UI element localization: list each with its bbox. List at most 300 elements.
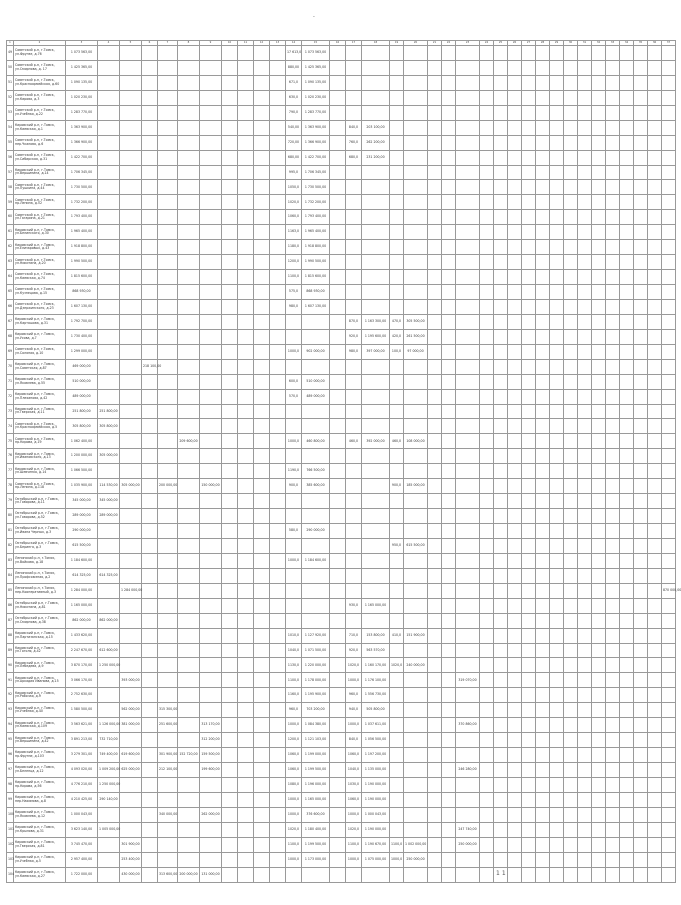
value-cell: 1 190 000,00 bbox=[362, 792, 390, 807]
value-cell bbox=[662, 748, 676, 763]
value-cell bbox=[200, 270, 222, 285]
value-cell: 880,00 bbox=[286, 60, 302, 75]
value-cell bbox=[200, 165, 222, 180]
value-cell bbox=[98, 524, 120, 539]
value-cell bbox=[158, 464, 178, 479]
value-cell bbox=[254, 225, 270, 240]
value-cell bbox=[222, 703, 238, 718]
row-number: 79 bbox=[7, 494, 14, 509]
value-cell bbox=[200, 494, 222, 509]
value-cell bbox=[578, 329, 592, 344]
value-cell bbox=[330, 837, 346, 852]
value-cell bbox=[428, 434, 442, 449]
value-cell bbox=[346, 270, 362, 285]
table-row bbox=[7, 822, 676, 837]
value-cell bbox=[428, 180, 442, 195]
value-cell bbox=[578, 538, 592, 553]
value-cell bbox=[142, 852, 158, 867]
value-cell bbox=[178, 90, 200, 105]
value-cell bbox=[550, 120, 564, 135]
value-cell bbox=[620, 509, 634, 524]
value-cell bbox=[662, 837, 676, 852]
value-cell: 1 433 620,00 bbox=[66, 628, 98, 643]
value-cell bbox=[238, 240, 254, 255]
value-cell bbox=[456, 329, 480, 344]
value-cell: 1000,0 bbox=[286, 344, 302, 359]
value-cell bbox=[578, 748, 592, 763]
value-cell bbox=[550, 329, 564, 344]
value-cell bbox=[254, 120, 270, 135]
value-cell bbox=[302, 568, 330, 583]
value-cell bbox=[508, 255, 522, 270]
value-cell: 1000,0 bbox=[346, 807, 362, 822]
value-cell bbox=[494, 329, 508, 344]
value-cell bbox=[120, 165, 142, 180]
value-cell bbox=[578, 763, 592, 778]
value-cell bbox=[428, 777, 442, 792]
value-cell bbox=[346, 479, 362, 494]
value-cell bbox=[222, 180, 238, 195]
value-cell bbox=[578, 822, 592, 837]
value-cell bbox=[302, 329, 330, 344]
table-row bbox=[7, 538, 676, 553]
table-row bbox=[7, 479, 676, 494]
value-cell bbox=[120, 299, 142, 314]
value-cell bbox=[550, 673, 564, 688]
value-cell bbox=[442, 718, 456, 733]
value-cell bbox=[592, 568, 606, 583]
value-cell bbox=[508, 733, 522, 748]
value-cell bbox=[620, 583, 634, 598]
value-cell bbox=[662, 329, 676, 344]
value-cell bbox=[634, 583, 648, 598]
value-cell bbox=[564, 583, 578, 598]
value-cell bbox=[238, 598, 254, 613]
value-cell bbox=[346, 538, 362, 553]
value-cell: 1 160 170,00 bbox=[362, 658, 390, 673]
value-cell: 345 000,00 bbox=[66, 494, 98, 509]
value-cell: 868 930,00 bbox=[66, 285, 98, 300]
value-cell bbox=[456, 75, 480, 90]
value-cell bbox=[200, 329, 222, 344]
row-number: 60 bbox=[7, 210, 14, 225]
row-number: 67 bbox=[7, 314, 14, 329]
value-cell bbox=[648, 867, 662, 882]
value-cell bbox=[564, 688, 578, 703]
value-cell bbox=[362, 60, 390, 75]
value-cell bbox=[428, 389, 442, 404]
value-cell bbox=[346, 524, 362, 539]
value-cell bbox=[404, 568, 428, 583]
column-number: 24 bbox=[480, 41, 494, 46]
value-cell bbox=[330, 763, 346, 778]
value-cell bbox=[550, 285, 564, 300]
value-cell bbox=[606, 374, 620, 389]
value-cell bbox=[238, 822, 254, 837]
value-cell bbox=[550, 75, 564, 90]
value-cell bbox=[536, 494, 550, 509]
value-cell bbox=[120, 553, 142, 568]
value-cell bbox=[494, 434, 508, 449]
value-cell bbox=[404, 598, 428, 613]
value-cell bbox=[550, 210, 564, 225]
value-cell bbox=[346, 613, 362, 628]
value-cell: 1 730 500,00 bbox=[66, 180, 98, 195]
row-number: 82 bbox=[7, 538, 14, 553]
value-cell bbox=[564, 538, 578, 553]
value-cell: 1 363 900,00 bbox=[66, 120, 98, 135]
value-cell bbox=[578, 105, 592, 120]
address-cell: Октябрьский р-н, г.Томск, ул.Ивана Черных, д.3 bbox=[14, 524, 66, 539]
value-cell bbox=[648, 434, 662, 449]
value-cell bbox=[254, 867, 270, 882]
value-cell bbox=[390, 524, 404, 539]
value-cell bbox=[178, 195, 200, 210]
value-cell bbox=[456, 449, 480, 464]
value-cell bbox=[634, 837, 648, 852]
value-cell bbox=[362, 568, 390, 583]
value-cell bbox=[238, 807, 254, 822]
value-cell bbox=[508, 613, 522, 628]
value-cell bbox=[442, 852, 456, 867]
value-cell bbox=[404, 524, 428, 539]
column-number: 17 bbox=[346, 41, 362, 46]
value-cell bbox=[270, 673, 286, 688]
value-cell bbox=[158, 314, 178, 329]
value-cell bbox=[142, 658, 158, 673]
value-cell bbox=[362, 479, 390, 494]
value-cell bbox=[634, 867, 648, 882]
address-cell: Кировский р-н, г.Томск, ул.Учебная, д.5 bbox=[14, 852, 66, 867]
value-cell: 200 000,00 bbox=[178, 867, 200, 882]
value-cell bbox=[620, 240, 634, 255]
value-cell bbox=[362, 538, 390, 553]
value-cell bbox=[270, 314, 286, 329]
table-row bbox=[7, 240, 676, 255]
column-number: 31 bbox=[578, 41, 592, 46]
value-cell bbox=[494, 777, 508, 792]
column-number: 14 bbox=[286, 41, 302, 46]
value-cell bbox=[578, 404, 592, 419]
value-cell bbox=[480, 75, 494, 90]
value-cell bbox=[550, 374, 564, 389]
value-cell bbox=[648, 598, 662, 613]
value-cell bbox=[522, 494, 536, 509]
value-cell bbox=[456, 285, 480, 300]
value-cell bbox=[578, 75, 592, 90]
value-cell bbox=[578, 643, 592, 658]
value-cell: 290 000,00 bbox=[66, 524, 98, 539]
value-cell: 460,0 bbox=[346, 434, 362, 449]
value-cell bbox=[200, 837, 222, 852]
row-number: 58 bbox=[7, 180, 14, 195]
value-cell bbox=[606, 105, 620, 120]
value-cell bbox=[480, 449, 494, 464]
value-cell bbox=[648, 553, 662, 568]
value-cell bbox=[606, 673, 620, 688]
value-cell bbox=[362, 270, 390, 285]
value-cell bbox=[442, 329, 456, 344]
value-cell bbox=[200, 75, 222, 90]
value-cell bbox=[98, 434, 120, 449]
value-cell bbox=[286, 494, 302, 509]
value-cell bbox=[508, 60, 522, 75]
value-cell bbox=[330, 135, 346, 150]
value-cell bbox=[578, 553, 592, 568]
value-cell: 1 918 800,00 bbox=[302, 240, 330, 255]
value-cell bbox=[120, 688, 142, 703]
value-cell bbox=[522, 568, 536, 583]
value-cell bbox=[178, 165, 200, 180]
value-cell: 562 000,00 bbox=[120, 703, 142, 718]
value-cell: 790,0 bbox=[286, 105, 302, 120]
value-cell bbox=[142, 509, 158, 524]
value-cell bbox=[158, 195, 178, 210]
value-cell bbox=[662, 479, 676, 494]
value-cell bbox=[620, 225, 634, 240]
value-cell bbox=[286, 538, 302, 553]
value-cell: 980,0 bbox=[346, 344, 362, 359]
value-cell bbox=[330, 598, 346, 613]
value-cell: 1 195 900,00 bbox=[302, 688, 330, 703]
value-cell bbox=[564, 404, 578, 419]
value-cell: 1 195 600,00 bbox=[362, 329, 390, 344]
value-cell bbox=[480, 867, 494, 882]
table-row bbox=[7, 374, 676, 389]
value-cell bbox=[178, 583, 200, 598]
value-cell bbox=[578, 344, 592, 359]
value-cell bbox=[404, 718, 428, 733]
column-number: 8 bbox=[178, 41, 200, 46]
value-cell bbox=[362, 285, 390, 300]
value-cell bbox=[120, 807, 142, 822]
value-cell bbox=[98, 120, 120, 135]
value-cell bbox=[508, 748, 522, 763]
value-cell: 1 184 600,00 bbox=[302, 553, 330, 568]
value-cell: 1190,0 bbox=[286, 464, 302, 479]
value-cell bbox=[222, 822, 238, 837]
value-cell bbox=[480, 299, 494, 314]
value-cell: 1 090 135,00 bbox=[66, 75, 98, 90]
value-cell bbox=[494, 748, 508, 763]
value-cell bbox=[442, 60, 456, 75]
value-cell bbox=[120, 524, 142, 539]
value-cell bbox=[480, 240, 494, 255]
value-cell: 1 075 000,00 bbox=[362, 852, 390, 867]
value-cell: 703 200,00 bbox=[302, 703, 330, 718]
value-cell: 246 280,00 bbox=[456, 763, 480, 778]
value-cell bbox=[550, 270, 564, 285]
value-cell bbox=[564, 329, 578, 344]
value-cell bbox=[404, 464, 428, 479]
value-cell bbox=[480, 180, 494, 195]
value-cell bbox=[480, 643, 494, 658]
value-cell bbox=[330, 852, 346, 867]
value-cell bbox=[428, 270, 442, 285]
value-cell bbox=[238, 748, 254, 763]
value-cell bbox=[620, 792, 634, 807]
value-cell bbox=[522, 135, 536, 150]
value-cell bbox=[662, 374, 676, 389]
value-cell bbox=[178, 329, 200, 344]
value-cell bbox=[158, 613, 178, 628]
value-cell bbox=[480, 583, 494, 598]
value-cell bbox=[254, 75, 270, 90]
value-cell: 1040,0 bbox=[286, 643, 302, 658]
value-cell bbox=[442, 120, 456, 135]
value-cell: 920,0 bbox=[346, 643, 362, 658]
value-cell bbox=[564, 807, 578, 822]
value-cell bbox=[390, 777, 404, 792]
value-cell bbox=[98, 75, 120, 90]
value-cell bbox=[254, 299, 270, 314]
value-cell bbox=[620, 464, 634, 479]
value-cell bbox=[222, 763, 238, 778]
value-cell: 1 422 700,00 bbox=[302, 150, 330, 165]
value-cell: 1 184 600,00 bbox=[66, 553, 98, 568]
column-number: 35 bbox=[634, 41, 648, 46]
value-cell: 153 800,00 bbox=[362, 628, 390, 643]
value-cell bbox=[508, 807, 522, 822]
value-cell bbox=[536, 688, 550, 703]
value-cell bbox=[592, 389, 606, 404]
value-cell bbox=[494, 165, 508, 180]
value-cell bbox=[494, 852, 508, 867]
value-cell bbox=[442, 150, 456, 165]
address-cell: Советский р-н, г.Томск, ул.Сибирская, д.31 bbox=[14, 150, 66, 165]
value-cell bbox=[550, 613, 564, 628]
value-cell: 209 600,00 bbox=[178, 434, 200, 449]
value-cell bbox=[578, 733, 592, 748]
value-cell bbox=[550, 867, 564, 882]
value-cell bbox=[606, 359, 620, 374]
value-cell bbox=[238, 852, 254, 867]
value-cell bbox=[254, 748, 270, 763]
value-cell bbox=[494, 509, 508, 524]
value-cell: 305 800,00 bbox=[98, 419, 120, 434]
value-cell bbox=[648, 509, 662, 524]
value-cell bbox=[362, 464, 390, 479]
value-cell bbox=[442, 225, 456, 240]
value-cell bbox=[550, 822, 564, 837]
value-cell bbox=[634, 658, 648, 673]
value-cell bbox=[158, 673, 178, 688]
value-cell bbox=[456, 180, 480, 195]
value-cell: 430 000,00 bbox=[120, 867, 142, 882]
row-number: 63 bbox=[7, 255, 14, 270]
value-cell bbox=[634, 210, 648, 225]
value-cell bbox=[330, 494, 346, 509]
value-cell bbox=[508, 509, 522, 524]
value-cell: 1 121 103,00 bbox=[302, 733, 330, 748]
value-cell bbox=[120, 494, 142, 509]
value-cell bbox=[270, 703, 286, 718]
value-cell bbox=[648, 613, 662, 628]
value-cell bbox=[564, 150, 578, 165]
value-cell bbox=[606, 837, 620, 852]
value-cell bbox=[480, 46, 494, 61]
value-cell bbox=[362, 867, 390, 882]
row-number: 86 bbox=[7, 598, 14, 613]
value-cell bbox=[200, 434, 222, 449]
value-cell bbox=[222, 195, 238, 210]
value-cell bbox=[480, 195, 494, 210]
value-cell bbox=[178, 404, 200, 419]
value-cell bbox=[346, 464, 362, 479]
value-cell bbox=[178, 180, 200, 195]
value-cell: 305 000,00 bbox=[120, 479, 142, 494]
value-cell bbox=[362, 359, 390, 374]
value-cell bbox=[142, 90, 158, 105]
value-cell bbox=[98, 583, 120, 598]
value-cell bbox=[390, 285, 404, 300]
table-row bbox=[7, 658, 676, 673]
value-cell bbox=[362, 419, 390, 434]
value-cell bbox=[302, 314, 330, 329]
value-cell bbox=[390, 763, 404, 778]
value-cell bbox=[606, 748, 620, 763]
value-cell bbox=[98, 374, 120, 389]
value-cell bbox=[522, 210, 536, 225]
value-cell: 600,0 bbox=[286, 374, 302, 389]
value-cell bbox=[522, 299, 536, 314]
value-cell bbox=[178, 837, 200, 852]
value-cell bbox=[178, 419, 200, 434]
value-cell bbox=[270, 389, 286, 404]
value-cell bbox=[178, 75, 200, 90]
value-cell bbox=[522, 389, 536, 404]
value-cell bbox=[222, 344, 238, 359]
value-cell bbox=[634, 718, 648, 733]
value-cell: 1 556 730,00 bbox=[362, 688, 390, 703]
value-cell bbox=[346, 867, 362, 882]
value-cell bbox=[254, 583, 270, 598]
value-cell bbox=[606, 270, 620, 285]
value-cell bbox=[98, 225, 120, 240]
value-cell: 1 363 900,00 bbox=[302, 120, 330, 135]
value-cell bbox=[634, 688, 648, 703]
row-number: 53 bbox=[7, 105, 14, 120]
value-cell bbox=[648, 105, 662, 120]
value-cell bbox=[508, 763, 522, 778]
value-cell bbox=[362, 225, 390, 240]
value-cell bbox=[270, 643, 286, 658]
column-number: 37 bbox=[662, 41, 676, 46]
value-cell bbox=[564, 792, 578, 807]
value-cell bbox=[508, 837, 522, 852]
value-cell bbox=[564, 299, 578, 314]
value-cell bbox=[508, 299, 522, 314]
table-row bbox=[7, 285, 676, 300]
address-cell: Кировский р-н, г.Томск, ул.Советская, д.87 bbox=[14, 359, 66, 374]
value-cell bbox=[564, 60, 578, 75]
value-cell bbox=[456, 792, 480, 807]
value-cell bbox=[442, 628, 456, 643]
value-cell bbox=[158, 419, 178, 434]
value-cell bbox=[222, 285, 238, 300]
column-number: 23 bbox=[456, 41, 480, 46]
value-cell: 930,0 bbox=[346, 598, 362, 613]
value-cell: 305 000,00 bbox=[98, 449, 120, 464]
value-cell bbox=[662, 344, 676, 359]
value-cell bbox=[662, 658, 676, 673]
value-cell bbox=[592, 538, 606, 553]
value-cell bbox=[494, 285, 508, 300]
value-cell bbox=[578, 568, 592, 583]
value-cell bbox=[270, 225, 286, 240]
value-cell bbox=[330, 404, 346, 419]
value-cell bbox=[662, 75, 676, 90]
